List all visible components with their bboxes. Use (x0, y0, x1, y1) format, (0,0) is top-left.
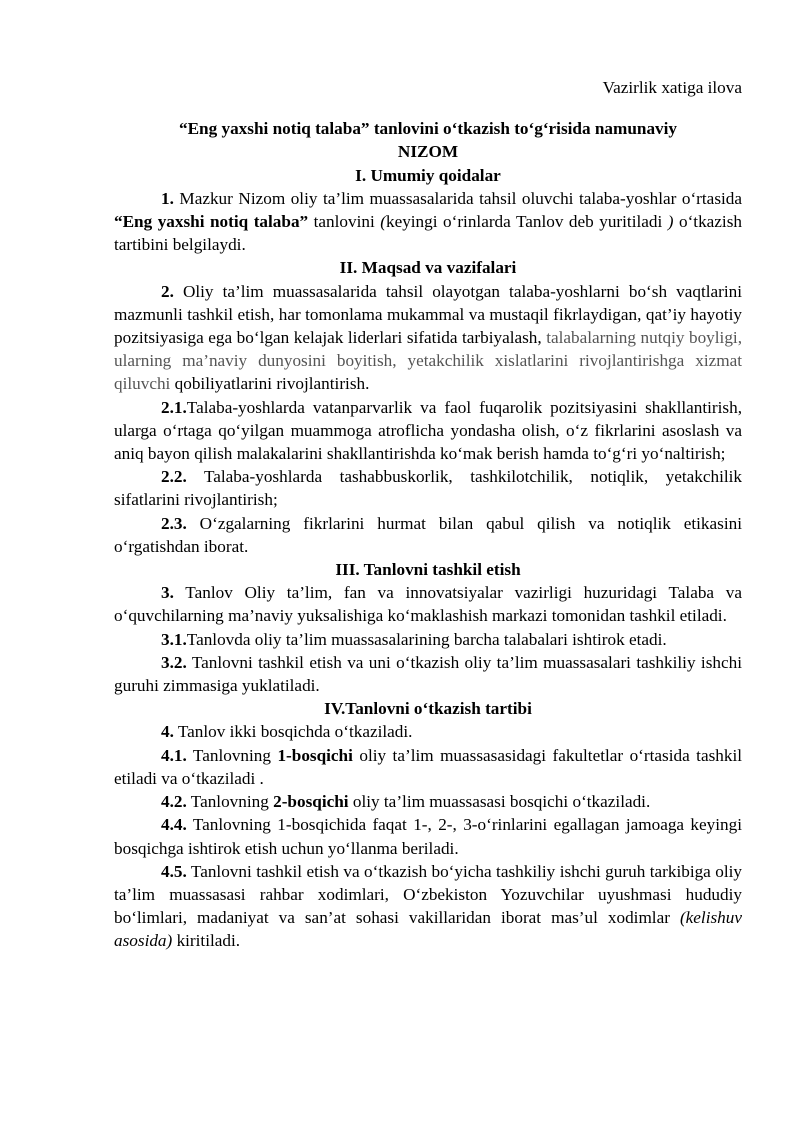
paragraph-number: 4. (161, 722, 174, 742)
document-page (114, 76, 742, 953)
paragraph-number: 4.5. (161, 861, 187, 881)
paragraph-1 (114, 187, 742, 257)
section-heading-2: II. Maqsad va vazifalari (339, 258, 517, 278)
paragraph-text: tanlovini (308, 212, 381, 232)
stage-name: 2-bosqichi (273, 792, 349, 812)
paragraph-text: Tanlov ikki bosqichda o‘tkaziladi. (173, 722, 413, 742)
paragraph-number: 3. (161, 583, 174, 603)
paragraph-3 (114, 581, 742, 627)
paragraph-2-2 (114, 465, 742, 511)
paragraph-2-3 (114, 512, 742, 558)
paragraph-text: keyingi o‘rinlarda Tanlov deb yuritiladi (385, 212, 668, 232)
paragraph-2-1 (114, 396, 742, 466)
paragraph-text: Tanlovda oliy ta’lim muassasalarining barcha talabalari ishtirok etadi. (186, 629, 667, 649)
paragraph-text: Tanlovning (186, 745, 278, 765)
paragraph-text: Tanlovni tashkil etish va o‘tkazish bo‘yicha tashkiliy ishchi guruh tarkibiga oliy ta’lim muassasasi rahbar xodimlari, O‘zbekiston Yozuvchilar uyushmasi hududiy bo‘limlari, madaniyat va san’at sohasi vakillaridan iborat mas’ul xodimlar (114, 861, 742, 928)
title-line-1: “Eng yaxshi notiq talaba” tanlovini o‘tkazish to‘g‘risida namunaviy (178, 119, 678, 139)
paragraph-text: ) (667, 212, 674, 232)
paragraph-number: 3.1. (161, 629, 187, 649)
paragraph-number: 1. (161, 188, 174, 208)
stage-name: 1-bosqichi (277, 745, 353, 765)
paragraph-text: Oliy ta’lim muassasalarida tahsil olayotgan talaba-yoshlarni bo‘sh vaqtlarini mazmunli tashkil etish, har tomonlama mukammal va mustaqil fikrlaydigan, qat’iy hayotiy pozitsiyasiga ega bo‘lgan kelajak liderlari sifatida tarbiyalash, (114, 281, 742, 348)
paragraph-text: Tanlovning (186, 792, 274, 812)
paragraph-3-1 (114, 628, 742, 651)
paragraph-4-2 (114, 790, 742, 813)
paragraph-number: 4.1. (161, 745, 187, 765)
paragraph-number: 2.3. (161, 513, 187, 533)
paragraph-text: ( (380, 212, 386, 232)
paragraph-text: Talaba-yoshlarda tashabbuskorlik, tashkilotchilik, notiqlik, yetakchilik sifatlarini rivojlantirish; (114, 467, 742, 510)
paragraph-number: 2. (161, 281, 174, 301)
paragraph-4-1 (114, 744, 742, 790)
paragraph-text: qobiliyatlarini rivojlantirish. (170, 374, 370, 394)
section-heading-1: I. Umumiy qoidalar (355, 165, 501, 185)
paragraph-text: o‘tkazish tartibini belgilaydi. (114, 212, 742, 255)
paragraph-text: Tanlov Oliy ta’lim, fan va innovatsiyalar vazirligi huzuridagi Talaba va o‘quvchilarning ma’naviy yuksalishiga ko‘maklashish markazi tomonidan tashkil etiladi. (114, 583, 742, 626)
paragraph-4-5 (114, 860, 742, 953)
section-heading-3: III. Tanlovni tashkil etish (335, 560, 521, 580)
paragraph-text: oliy ta’lim muassasasi bosqichi o‘tkaziladi. (348, 792, 651, 812)
document-title (114, 117, 742, 163)
paragraph-number: 2.2. (161, 467, 187, 487)
paragraph-text: Mazkur Nizom oliy ta’lim muassasalarida tahsil oluvchi talaba-yoshlar o‘rtasida (173, 188, 742, 208)
section-heading-4: IV.Tanlovni o‘tkazish tartibi (324, 699, 532, 719)
paragraph-number: 4.2. (161, 792, 187, 812)
attachment-note: Vazirlik xatiga ilova (602, 78, 742, 97)
paragraph-text: oliy ta’lim muassasasidagi fakultetlar o‘rtasida tashkil etiladi va o‘tkaziladi . (114, 745, 742, 788)
paragraph-text: O‘zgalarning fikrlarini hurmat bilan qabul qilish va notiqlik etikasini o‘rgatishdan iborat. (114, 513, 742, 556)
paragraph-text-italic: (kelishuv asosida) (114, 908, 742, 951)
paragraph-4-4 (114, 813, 742, 859)
paragraph-text: Talaba-yoshlarda vatanparvarlik va faol fuqarolik pozitsiyasini shakllantirish, ularga o‘rtaga qo‘yilgan muammoga atroflicha yondasha olish, o‘z fikrlarini asoslash va aniq bayon qilish malakalarini shakllantirishda ko‘mak berish hamda to‘g‘ri yo‘naltirish; (114, 397, 742, 464)
paragraph-text: Tanlovning 1-bosqichida faqat 1-, 2-, 3-o‘rinlarini egallagan jamoaga keyingi bosqichga ishtirok etish uchun yo‘llanma beriladi. (114, 815, 742, 858)
paragraph-number: 2.1. (161, 397, 187, 417)
paragraph-text: Tanlovni tashkil etish va uni o‘tkazish oliy ta’lim muassasalari tashkiliy ishchi guruhi zimmasiga yuklatiladi. (114, 652, 742, 696)
paragraph-2 (114, 280, 742, 396)
title-line-2: NIZOM (397, 142, 459, 162)
contest-name: “Eng yaxshi notiq talaba” (114, 212, 309, 232)
paragraph-3-2 (114, 651, 742, 697)
paragraph-text: kiritiladi. (172, 931, 241, 951)
paragraph-number: 4.4. (161, 815, 187, 835)
paragraph-number: 3.2. (161, 652, 187, 672)
paragraph-4 (114, 720, 742, 743)
paragraph-text-gray: talabalarning nutqiy boyligi, ularning ma’naviy dunyosini boyitish, yetakchilik xislatlarini rivojlantirishga xizmat qiluvchi (114, 328, 742, 394)
